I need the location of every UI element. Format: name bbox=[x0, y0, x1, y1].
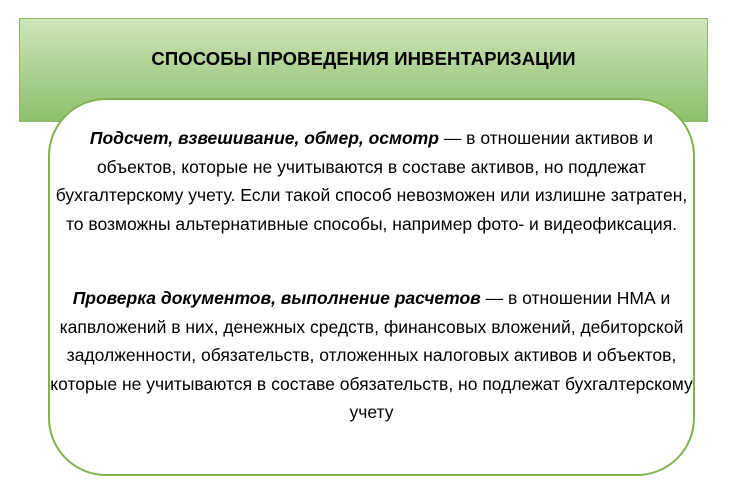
term-counting: Подсчет, взвешивание, обмер, осмотр bbox=[89, 128, 439, 148]
paragraph-counting bbox=[48, 124, 695, 238]
text-counting: — в отношении активов и объектов, которые не учитываются в составе активов, но подлежат бухгалтерскому учету. Если такой способ невозможен или излишне затратен, то возможны альтернативные способы, например фото- и видеофиксация. bbox=[55, 128, 688, 234]
diagram-title: СПОСОБЫ ПРОВЕДЕНИЯ ИНВЕНТАРИЗАЦИИ bbox=[151, 48, 576, 69]
text-documents: — в отношении НМА и капвложений в них, денежных средств, финансовых вложений, дебиторской задолженности, обязательств, отложенных налоговых активов и объектов, которые не учитываются в составе обязательств, но подлежат бухгалтерскому учету bbox=[50, 288, 693, 422]
paragraph-documents bbox=[48, 284, 695, 427]
term-documents: Проверка документов, выполнение расчетов bbox=[72, 288, 481, 308]
